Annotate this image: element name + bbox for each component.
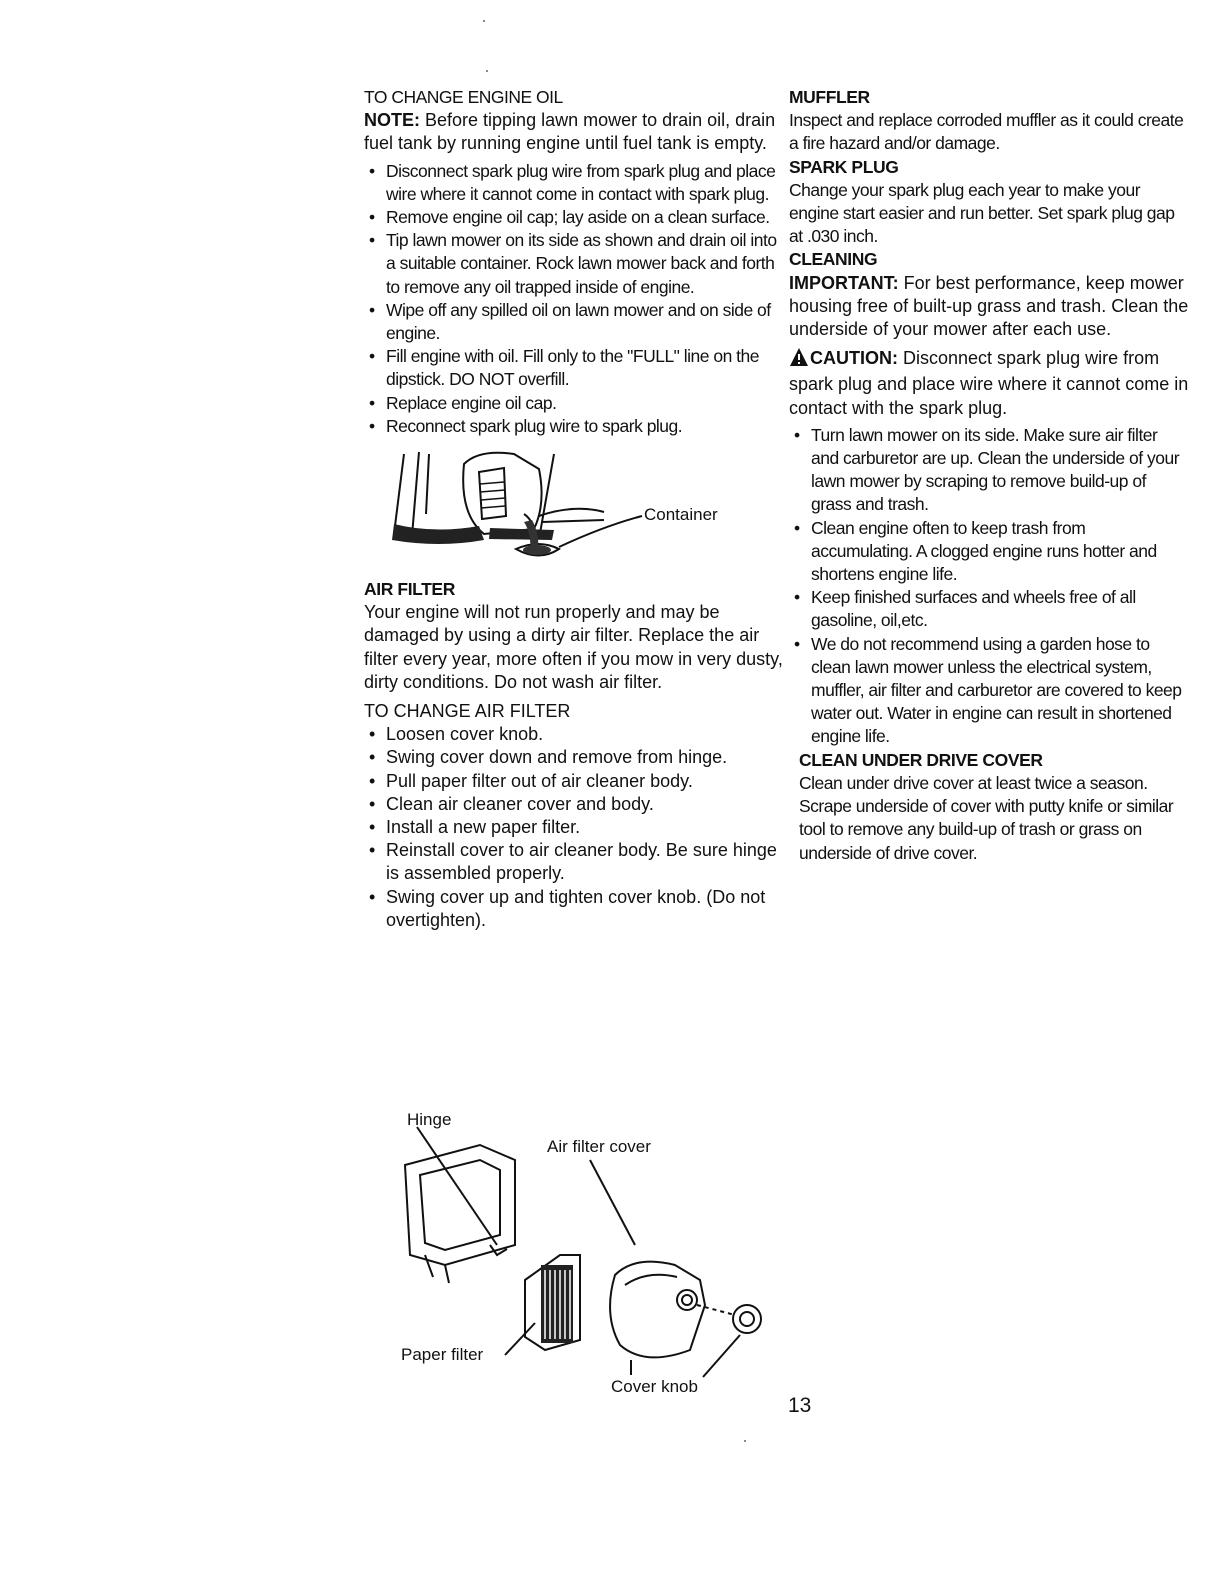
air-filter-change-title: TO CHANGE AIR FILTER [364,701,571,722]
cover-knob-label: Cover knob [611,1377,698,1396]
oil-steps-list [364,160,784,438]
list-item: • Reinstall cover to air cleaner body. Be sure hinge is assembled properly. [364,839,784,885]
list-item: • Tip lawn mower on its side as shown and drain oil into a suitable container. Rock lawn mower back and forth to remove any oil trapped inside of engine. [364,229,784,299]
air-filter-cover-label: Air filter cover [547,1137,651,1156]
caution-text: Disconnect spark plug wire from spark plug and place wire where it cannot come in contact with the spark plug. [789,348,1189,418]
oil-note-label: NOTE: [364,110,420,131]
list-item: • Reconnect spark plug wire to spark plug. [364,415,784,438]
warning-triangle-icon [789,347,809,373]
scan-speck [486,70,488,72]
important-text: For best performance, keep mower housing free of built-up grass and trash. Clean the underside of your mower after each use. [789,272,1189,340]
cleaning-heading: CLEANING [789,249,878,270]
oil-note [364,109,784,155]
list-item: • Loosen cover knob. [364,723,784,746]
spark-plug-heading: SPARK PLUG [789,156,899,177]
air-filter-text: Your engine will not run properly and may be damaged by using a dirty air filter. Replace the air filter every year, more often if you mow in very dusty, dirty conditions. Do not wash air filter. [364,602,783,692]
important-label: IMPORTANT: [789,272,899,293]
oil-drain-illustration [364,444,764,574]
list-item: • Wipe off any spilled oil on lawn mower and on side of engine. [364,299,784,345]
list-item: • Swing cover up and tighten cover knob. (Do not overtighten). [364,886,784,932]
oil-note-text: Before tipping lawn mower to drain oil, drain fuel tank by running engine until fuel tank is empty. [364,110,776,154]
list-item: • Clean engine often to keep trash from accumulating. A clogged engine runs hotter and shortens engine life. [789,517,1189,587]
list-item: • Disconnect spark plug wire from spark plug and place wire where it cannot come in contact with spark plug. [364,160,784,206]
page-number: 13 [788,1394,812,1417]
list-item: • Pull paper filter out of air cleaner body. [364,770,784,793]
list-item: • Keep finished surfaces and wheels free of all gasoline, oil,etc. [789,586,1189,632]
list-item: • Swing cover down and remove from hinge. [364,746,784,769]
caution-label: CAUTION: [810,348,898,369]
left-column [364,86,784,932]
muffler-heading: MUFFLER [789,87,870,107]
drive-cover-text: Clean under drive cover at least twice a season. Scrape underside of cover with putty knife or similar tool to remove any build-up of trash or grass on underside of drive cover. [799,772,1174,863]
spark-plug-text: Change your spark plug each year to make your engine start easier and run better. Set spark plug gap at .030 inch. [789,179,1175,247]
air-filter-steps-list [364,723,784,932]
list-item: • We do not recommend using a garden hose to clean lawn mower unless the electrical system, muffler, air filter and carburetor are covered to keep water out. Water in engine can result in shortened engine life. [789,633,1189,749]
cleaning-steps-list [789,424,1189,749]
paper-filter-label: Paper filter [401,1345,484,1364]
list-item: • Replace engine oil cap. [364,392,784,415]
air-filter-illustration [385,1105,805,1405]
drive-cover-heading: CLEAN UNDER DRIVE COVER [799,749,1043,770]
hinge-label: Hinge [407,1110,452,1129]
air-filter-heading: AIR FILTER [364,579,455,600]
list-item: • Clean air cleaner cover and body. [364,793,784,816]
right-column [789,86,1189,865]
oil-section-title: TO CHANGE ENGINE OIL [364,87,563,107]
caution-note [789,347,1189,420]
list-item: • Fill engine with oil. Fill only to the "FULL" line on the dipstick. DO NOT overfill. [364,345,784,391]
important-note [789,272,1189,342]
list-item: • Install a new paper filter. [364,816,784,839]
muffler-text: Inspect and replace corroded muffler as it could create a fire hazard and/or damage. [789,110,1184,154]
list-item: • Remove engine oil cap; lay aside on a clean surface. [364,206,784,229]
container-label: Container [644,505,718,525]
scan-speck [744,1440,746,1442]
scan-speck [483,20,485,22]
list-item: • Turn lawn mower on its side. Make sure air filter and carburetor are up. Clean the underside of your lawn mower by scraping to remove build-up of grass and trash. [789,424,1189,517]
